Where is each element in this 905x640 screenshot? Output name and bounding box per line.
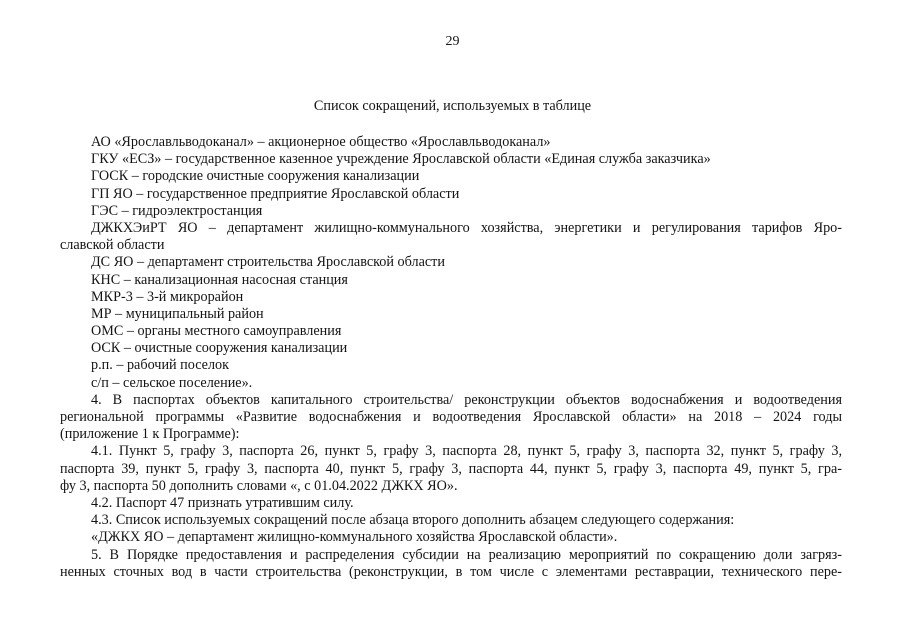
paragraph-4-1-line: паспорта 39, пункт 5, графу 3, паспорта 40, пункт 5, графу 3, паспорта 44, пункт 5, графу 3, паспорта 49, пункт 5, гра- xyxy=(60,460,842,477)
abbreviations-list-title: Список сокращений, используемых в таблице xyxy=(313,98,592,114)
paragraph-4-1-line: 4.1. Пункт 5, графу 3, паспорта 26, пункт 5, графу 3, паспорта 28, пункт 5, графу 3, паспорта 32, пункт 5, графу 3, xyxy=(91,443,842,460)
document-body xyxy=(60,134,842,581)
abbreviation-line: ГП ЯО – государственное предприятие Ярославской области xyxy=(91,185,460,202)
abbreviation-line: ГЭС – гидроэлектростанция xyxy=(91,202,263,219)
paragraph-4-1-line: фу 3, паспорта 50 дополнить словами «, с 01.04.2022 ДЖКХ ЯО». xyxy=(60,477,458,494)
abbreviation-line: ГОСК – городские очистные сооружения канализации xyxy=(91,168,420,185)
abbreviation-line: АО «Ярославльводоканал» – акционерное общество «Ярославльводоканал» xyxy=(91,134,551,150)
abbreviation-line: ДС ЯО – департамент строительства Ярославской области xyxy=(91,254,445,271)
paragraph-4-2-line: 4.2. Паспорт 47 признать утратившим силу. xyxy=(91,494,354,511)
abbreviation-line: МР – муниципальный район xyxy=(91,305,264,322)
paragraph-4-line: региональной программы «Развитие водоснабжения и водоотведения Ярославской области» на 2018 – 2024 годы xyxy=(60,409,842,425)
abbreviation-line: ОМС – органы местного самоуправления xyxy=(91,323,342,340)
paragraph-4-3-line: 4.3. Список используемых сокращений после абзаца второго дополнить абзацем следующего содержания: xyxy=(91,512,735,529)
abbreviation-line-continuation: славской области xyxy=(60,237,165,254)
abbreviation-line: МКР-3 – 3-й микрорайон xyxy=(91,288,244,305)
abbreviation-line: ГКУ «ЕСЗ» – государственное казенное учреждение Ярославской области «Единая служба заказчика» xyxy=(91,151,711,168)
paragraph-5-line: 5. В Порядке предоставления и распределения субсидии на реализацию мероприятий по сокращению доли загряз- xyxy=(91,546,842,563)
abbreviation-line: р.п. – рабочий поселок xyxy=(91,357,230,374)
paragraph-4-line: 4. В паспортах объектов капитального строительства/ реконструкции объектов водоснабжения и водоотведения xyxy=(91,391,842,408)
abbreviation-line: ОСК – очистные сооружения канализации xyxy=(91,340,348,357)
paragraph-5-line: ненных сточных вод в части строительства (реконструкции, в том числе с элементами реставрации, технического пере- xyxy=(60,563,842,580)
abbreviation-line: с/п – сельское поселение». xyxy=(91,374,253,391)
abbreviation-line: ДЖКХЭиРТ ЯО – департамент жилищно-коммунального хозяйства, энергетики и регулирования тарифов Яро- xyxy=(91,219,842,236)
page-number: 29 xyxy=(445,34,460,49)
paragraph-4-line: (приложение 1 к Программе): xyxy=(60,426,240,443)
abbreviation-line: КНС – канализационная насосная станция xyxy=(91,271,348,288)
quoted-abbreviation-line: «ДЖКХ ЯО – департамент жилищно-коммунального хозяйства Ярославской области». xyxy=(91,529,618,546)
